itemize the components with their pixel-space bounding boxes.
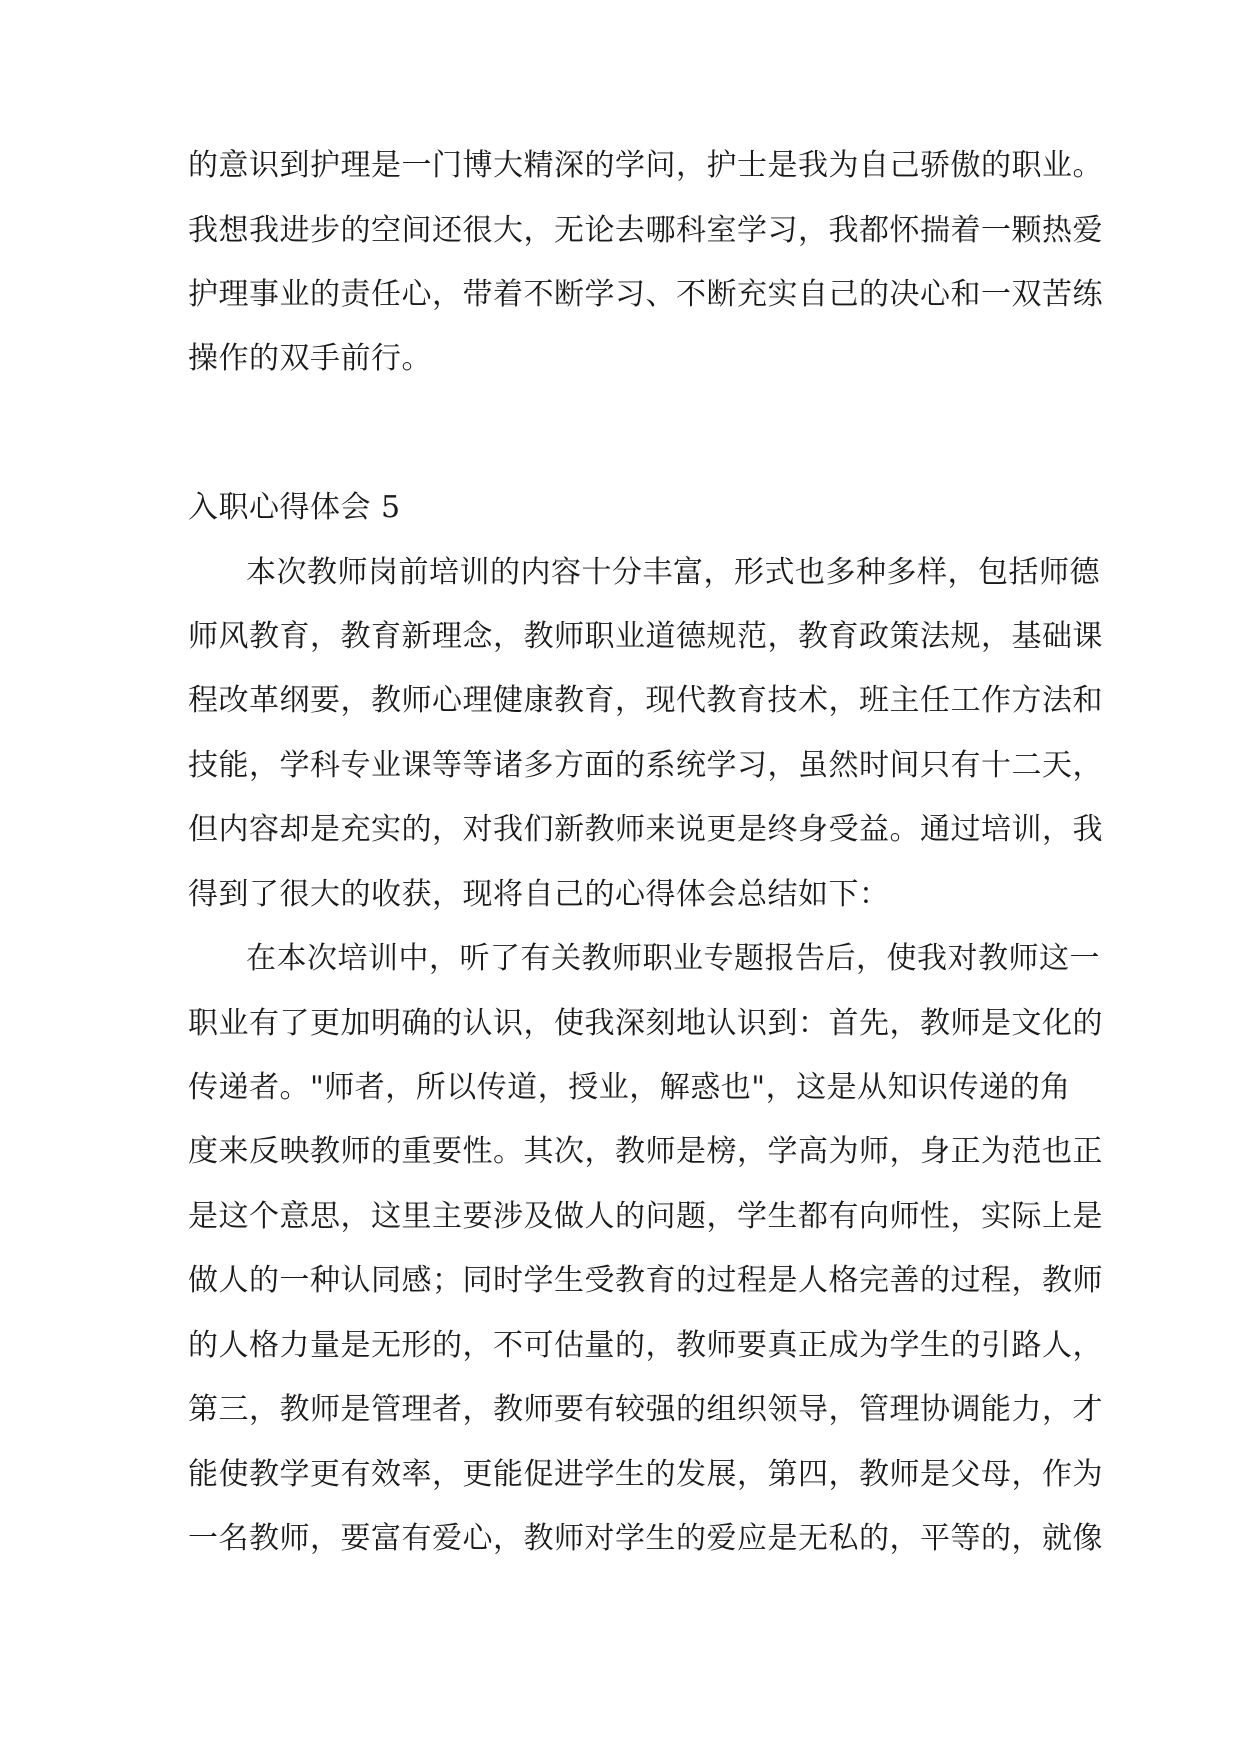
text-line: 操作的双手前行。 <box>188 341 432 376</box>
text-line: 技能，学科专业课等等诸多方面的系统学习，虽然时间只有十二天， <box>188 748 1103 783</box>
text-line: 做人的一种认同感；同时学生受教育的过程是人格完善的过程，教师 <box>188 1263 1103 1298</box>
text-line: 在本次培训中，听了有关教师职业专题报告后，使我对教师这一 <box>246 941 1100 976</box>
text-line: 我想我进步的空间还很大，无论去哪科室学习，我都怀揣着一颗热爱 <box>188 213 1103 248</box>
text-line: 传递者。"师者，所以传道，授业，解惑也"，这是从知识传递的角 <box>188 1070 1071 1105</box>
section-heading: 入职心得体会 5 <box>188 490 401 525</box>
text-line: 但内容却是充实的，对我们新教师来说更是终身受益。通过培训，我 <box>188 812 1103 847</box>
text-line: 是这个意思，这里主要涉及做人的问题，学生都有向师性，实际上是 <box>188 1199 1103 1234</box>
text-line: 护理事业的责任心，带着不断学习、不断充实自己的决心和一双苦练 <box>188 277 1103 312</box>
text-line: 第三，教师是管理者，教师要有较强的组织领导，管理协调能力，才 <box>188 1392 1103 1427</box>
text-line: 程改革纲要，教师心理健康教育，现代教育技术，班主任工作方法和 <box>188 683 1103 718</box>
text-line: 能使教学更有效率，更能促进学生的发展，第四，教师是父母，作为 <box>188 1457 1103 1492</box>
text-line: 的人格力量是无形的，不可估量的，教师要真正成为学生的引路人， <box>188 1328 1103 1363</box>
text-line: 一名教师，要富有爱心，教师对学生的爱应是无私的，平等的，就像 <box>188 1521 1103 1556</box>
text-line: 师风教育，教育新理念，教师职业道德规范，教育政策法规，基础课 <box>188 619 1103 654</box>
text-line: 的意识到护理是一门博大精深的学问，护士是我为自己骄傲的职业。 <box>188 148 1103 183</box>
text-line: 度来反映教师的重要性。其次，教师是榜，学高为师，身正为范也正 <box>188 1134 1103 1169</box>
text-line: 得到了很大的收获，现将自己的心得体会总结如下： <box>188 877 890 912</box>
text-line: 本次教师岗前培训的内容十分丰富，形式也多种多样，包括师德 <box>246 555 1100 590</box>
text-line: 职业有了更加明确的认识，使我深刻地认识到：首先，教师是文化的 <box>188 1006 1103 1041</box>
